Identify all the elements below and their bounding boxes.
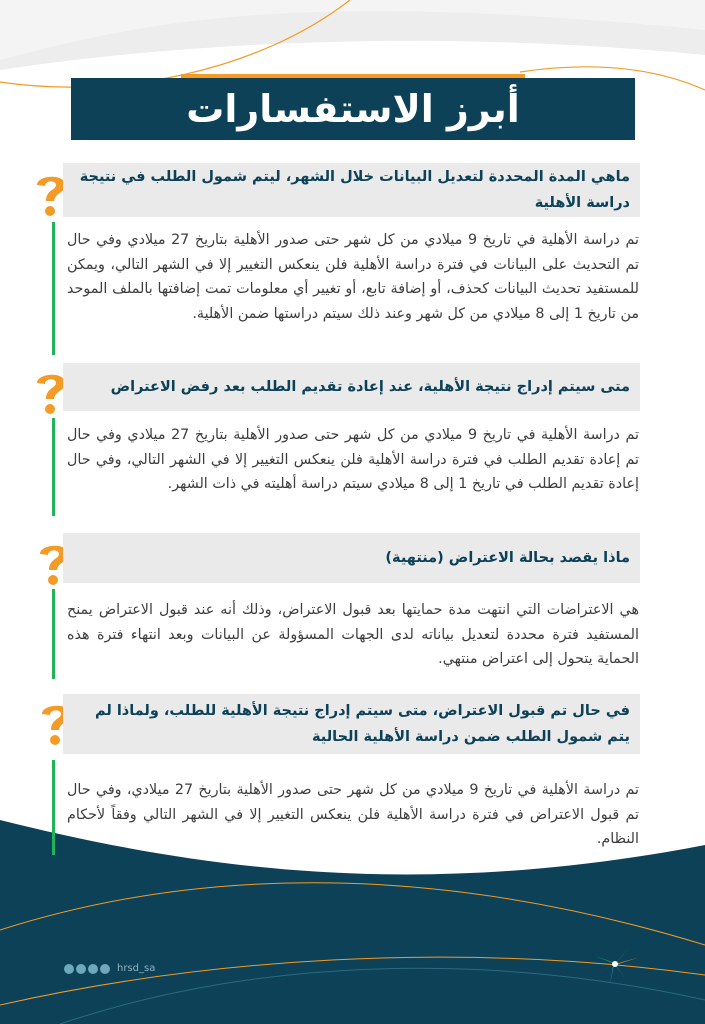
instagram-icon[interactable]	[100, 964, 110, 974]
faq-answer-3: هي الاعتراضات التي انتهت مدة حمايتها بعد قبول الاعتراض، وذلك أنه عند قبول الاعتراض يمنح المستفيد فترة محددة لتعديل بياناته لدى الجهات المسؤولة عن البيانات وبعد انتهاء فترة هذه الحماية يتحول إلى اعتراض منتهي.	[67, 602, 639, 667]
social-handle: hrsd_sa	[117, 963, 156, 974]
twitter-icon[interactable]	[64, 964, 74, 974]
faq-answer-1: تم دراسة الأهلية في تاريخ 9 ميلادي من كل شهر حتى صدور الأهلية بتاريخ 27 ميلادي وفي حال تم التحديث على البيانات في فترة دراسة الأهلية فلن ينعكس التغيير إلا في الشهر التالي، ويمكن للمستفيد تحديث البيانات كحذف، أو إضافة تابع، أو تغيير أي معلومات تمت إضافتها بالملف الموحد من تاريخ 1 إلى 8 ميلادي من كل شهر وعند ذلك سيتم دراستها ضمن الأهلية.	[67, 232, 639, 322]
faq-divider-1	[52, 222, 55, 355]
faq-divider-4	[52, 760, 55, 855]
faq-answer-4: تم دراسة الأهلية في تاريخ 9 ميلادي من كل شهر حتى صدور الأهلية بتاريخ 27 ميلادي، وفي حال تم قبول الاعتراض في فترة دراسة الأهلية فلن ينعكس التغيير إلا في الشهر التالي وفقاً لأحكام النظام.	[67, 782, 639, 847]
faq-question-2: متى سيتم إدراج نتيجة الأهلية، عند إعادة تقديم الطلب بعد رفض الاعتراض	[63, 363, 640, 411]
ministry-logo-icon	[590, 942, 640, 986]
social-links	[64, 963, 155, 974]
youtube-icon[interactable]	[88, 964, 98, 974]
faq-question-1: ماهي المدة المحددة لتعديل البيانات خلال الشهر، ليتم شمول الطلب في نتيجة دراسة الأهلية	[63, 163, 640, 217]
faq-answer-2: تم دراسة الأهلية في تاريخ 9 ميلادي من كل شهر حتى صدور الأهلية بتاريخ 27 ميلادي وفي حال تم إعادة تقديم الطلب في فترة دراسة الأهلية فلن ينعكس التغيير إلا في الشهر التالي، وفي حال إعادة تقديم الطلب في تاريخ 1 إلى 8 ميلادي سيتم دراسة أهليته في ذات الشهر.	[67, 427, 639, 492]
page-title: أبرز الاستفسارات	[71, 78, 635, 140]
faq-question-3: ماذا يقصد بحالة الاعتراض (منتهية)	[63, 533, 640, 583]
faq-divider-3	[52, 589, 55, 679]
facebook-icon[interactable]	[76, 964, 86, 974]
faq-question-4: في حال تم قبول الاعتراض، متى سيتم إدراج نتيجة الأهلية للطلب، ولماذا لم يتم شمول الطلب ضمن دراسة الأهلية الحالية	[63, 694, 640, 754]
faq-divider-2	[52, 418, 55, 516]
